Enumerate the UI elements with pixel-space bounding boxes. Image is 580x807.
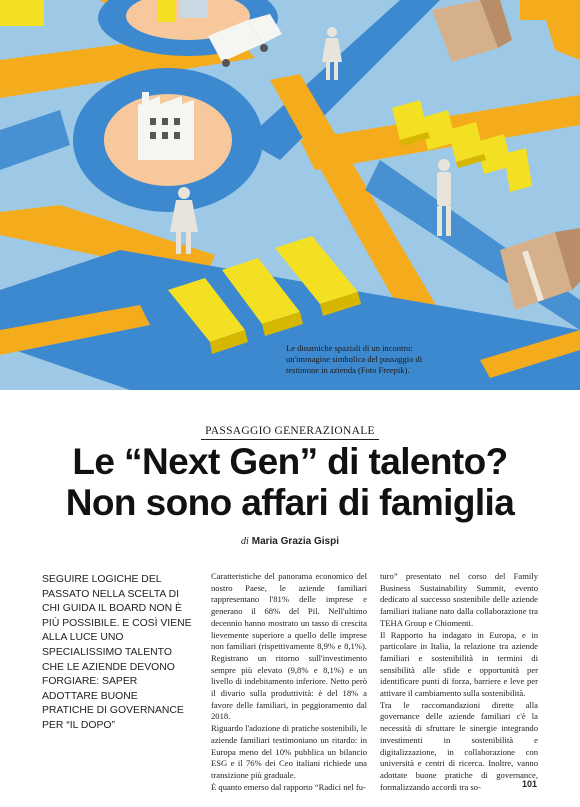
headline [0,441,580,523]
body-column-2 [380,571,538,793]
body-column-1 [211,571,367,793]
body-paragraph: Riguardo l'adozione di pratiche sostenibili, le aziende familiari testimoniano un ritardo: in Europa meno del 10% pubblica un bilancio ESG e il 76% dei Ceo italiani richiede una transizione più graduale. [211,723,367,780]
hero-illustration [0,0,580,390]
byline [0,536,580,547]
body-paragraph: Il Rapporto ha indagato in Europa, e in particolare in Italia, la relazione tra aziende familiari e sostenibilità in termini di sensibilità alle sfide e opportunità per identificare punti di forza, barriere e leve per attivare il cambiamento sulla sostenibilità. [380,629,538,699]
body-paragraph: È quanto emerso dal rapporto “Radici nel fu- [211,781,366,792]
headline-line-1: Le “Next Gen” di talento? [72,441,508,482]
headline-line-2: Non sono affari di famiglia [65,482,515,523]
byline-prefix: di [240,536,249,547]
author-name: Maria Grazia Gispi [251,536,340,547]
hero-image [0,0,580,390]
page-number: 101 [522,779,538,789]
image-caption: Le dinamiche spaziali di un incontro: un'immagine simbolica del passaggio di testimone in azienda (Foto Freepik). [286,343,423,375]
body-paragraph: Tra le raccomandazioni dirette alla governance delle aziende familiari c'è la necessità di sfruttare le sinergie integrando investimenti in sostenibilità e digitalizzazione, in collaborazione con università e centri di ricerca. Inoltre, vanno adottate buone pratiche di governance, formalizzando accordi tra so- [380,699,538,792]
body-paragraph: Caratteristiche del panorama economico del nostro Paese, le aziende familiari rappresentano l'81% delle imprese e generano il 68% del Pil. Nell'ultimo decennio hanno mostrato un tasso di crescita lievemente superiore a quello delle imprese non familiari (rispettivamente 8,9% e 8,1%). Registrano un ritorno sull'investimento sempre più elevato (9,8% e 8,1%) e un livello di indebitamento inferiore. Netto però il divario sulla produttività: è del 18% a favore delle familiari, in peggioramento dal 2018. [211,571,367,722]
section-kicker [0,421,580,439]
body-paragraph: turo” presentato nel corso del Family Business Sustainability Summit, evento dedicato al successo sostenibile delle aziende familiari italiane nato dalla collaborazione tra TEHA Group e Chiomenti. [380,571,538,628]
lead-text: SEGUIRE LOGICHE DEL PASSATO NELLA SCELTA DI CHI GUIDA IL BOARD NON È PIÙ POSSIBILE. E COSÌ VIENE ALLA LUCE UNO SPECIALISSIMO TALENTO CHE LE AZIENDE DEVONO FORGIARE: SAPER ADOTTARE BUONE PRATICHE DI GOVERNANCE PER “IL DOPO” [42,574,192,731]
kicker-label: PASSAGGIO GENERAZIONALE [201,425,379,440]
